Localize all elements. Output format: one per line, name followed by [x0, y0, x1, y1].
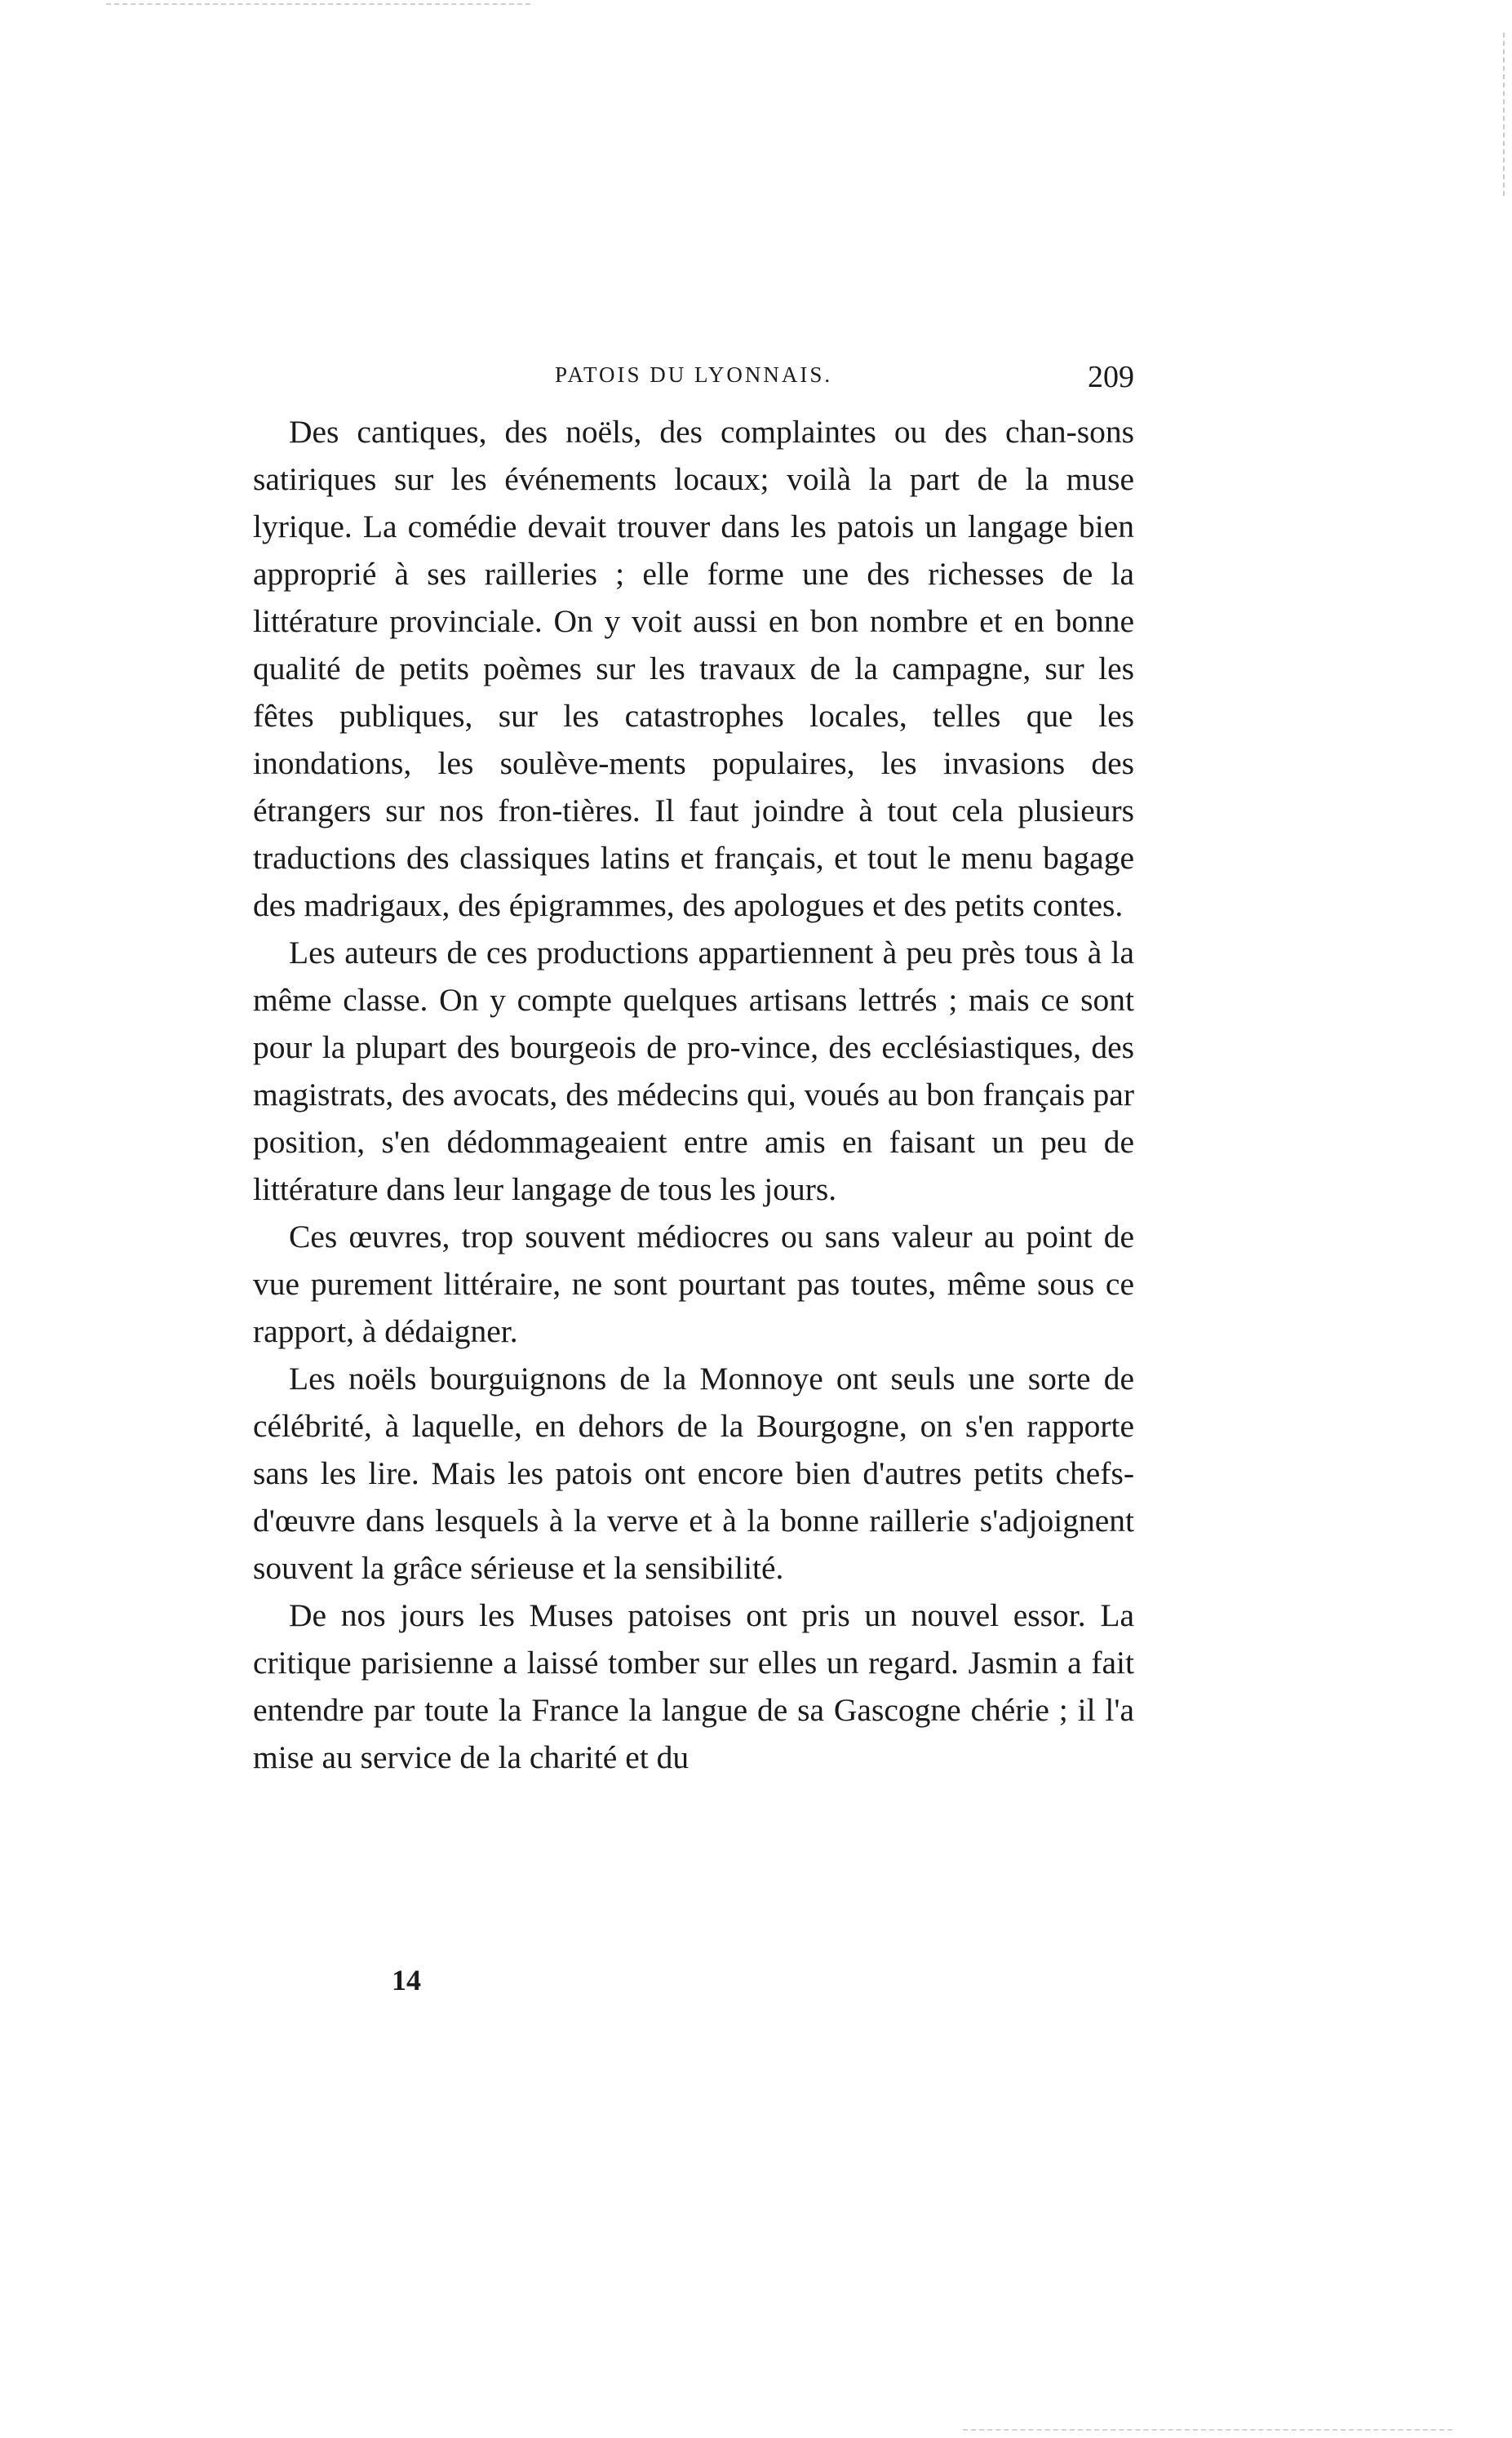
running-head	[253, 359, 1134, 400]
paragraph-1: Des cantiques, des noëls, des complaintes ou des chan-sons satiriques sur les événements locaux; voilà la part de la muse lyrique. La comédie devait trouver dans les patois un langage bien approprié à ses railleries ; elle forme une des richesses de la littérature provinciale. On y voit aussi en bon nombre et en bonne qualité de petits poèmes sur les travaux de la campagne, sur les fêtes publiques, sur les catastrophes locales, telles que les inondations, les soulève-ments populaires, les invasions des étrangers sur nos fron-tières. Il faut joindre à tout cela plusieurs traductions des classiques latins et français, et tout le menu bagage des madrigaux, des épigrammes, des apologues et des petits contes.	[253, 414, 1134, 923]
body-text	[253, 408, 1134, 1781]
paragraph-4: Les noëls bourguignons de la Monnoye ont seuls une sorte de célébrité, à laquelle, en dehors de la Bourgogne, on s'en rapporte sans les lire. Mais les patois ont encore bien d'autres petits chefs-d'œuvre dans lesquels à la verve et à la bonne raillerie s'adjoignent souvent la grâce sérieuse et la sensibilité.	[253, 1361, 1134, 1586]
scan-artifact-top	[106, 3, 530, 5]
paragraph-5: De nos jours les Muses patoises ont pris un nouvel essor. La critique parisienne a laissé tomber sur elles un regard. Jasmin a fait entendre par toute la France la langue de sa Gascogne chérie ; il l'a mise au service de la charité et du	[253, 1597, 1134, 1775]
signature-mark: 14	[392, 1964, 421, 1996]
paragraph-2: Les auteurs de ces productions appartiennent à peu près tous à la même classe. On y compte quelques artisans lettrés ; mais ce sont pour la plupart des bourgeois de pro-vince, des ecclésiastiques, des magistrats, des avocats, des médecins qui, voués au bon français par position, s'en dédommageaient entre amis en faisant un peu de littérature dans leur langage de tous les jours.	[253, 935, 1134, 1207]
scan-artifact-bottom	[963, 2429, 1452, 2431]
running-title: PATOIS DU LYONNAIS.	[555, 362, 833, 387]
scan-artifact-right	[1503, 33, 1505, 196]
paragraph-3: Ces œuvres, trop souvent médiocres ou sans valeur au point de vue purement littéraire, ne sont pourtant pas toutes, même sous ce rapport, à dédaigner.	[253, 1219, 1134, 1349]
page-number: 209	[1088, 360, 1134, 394]
